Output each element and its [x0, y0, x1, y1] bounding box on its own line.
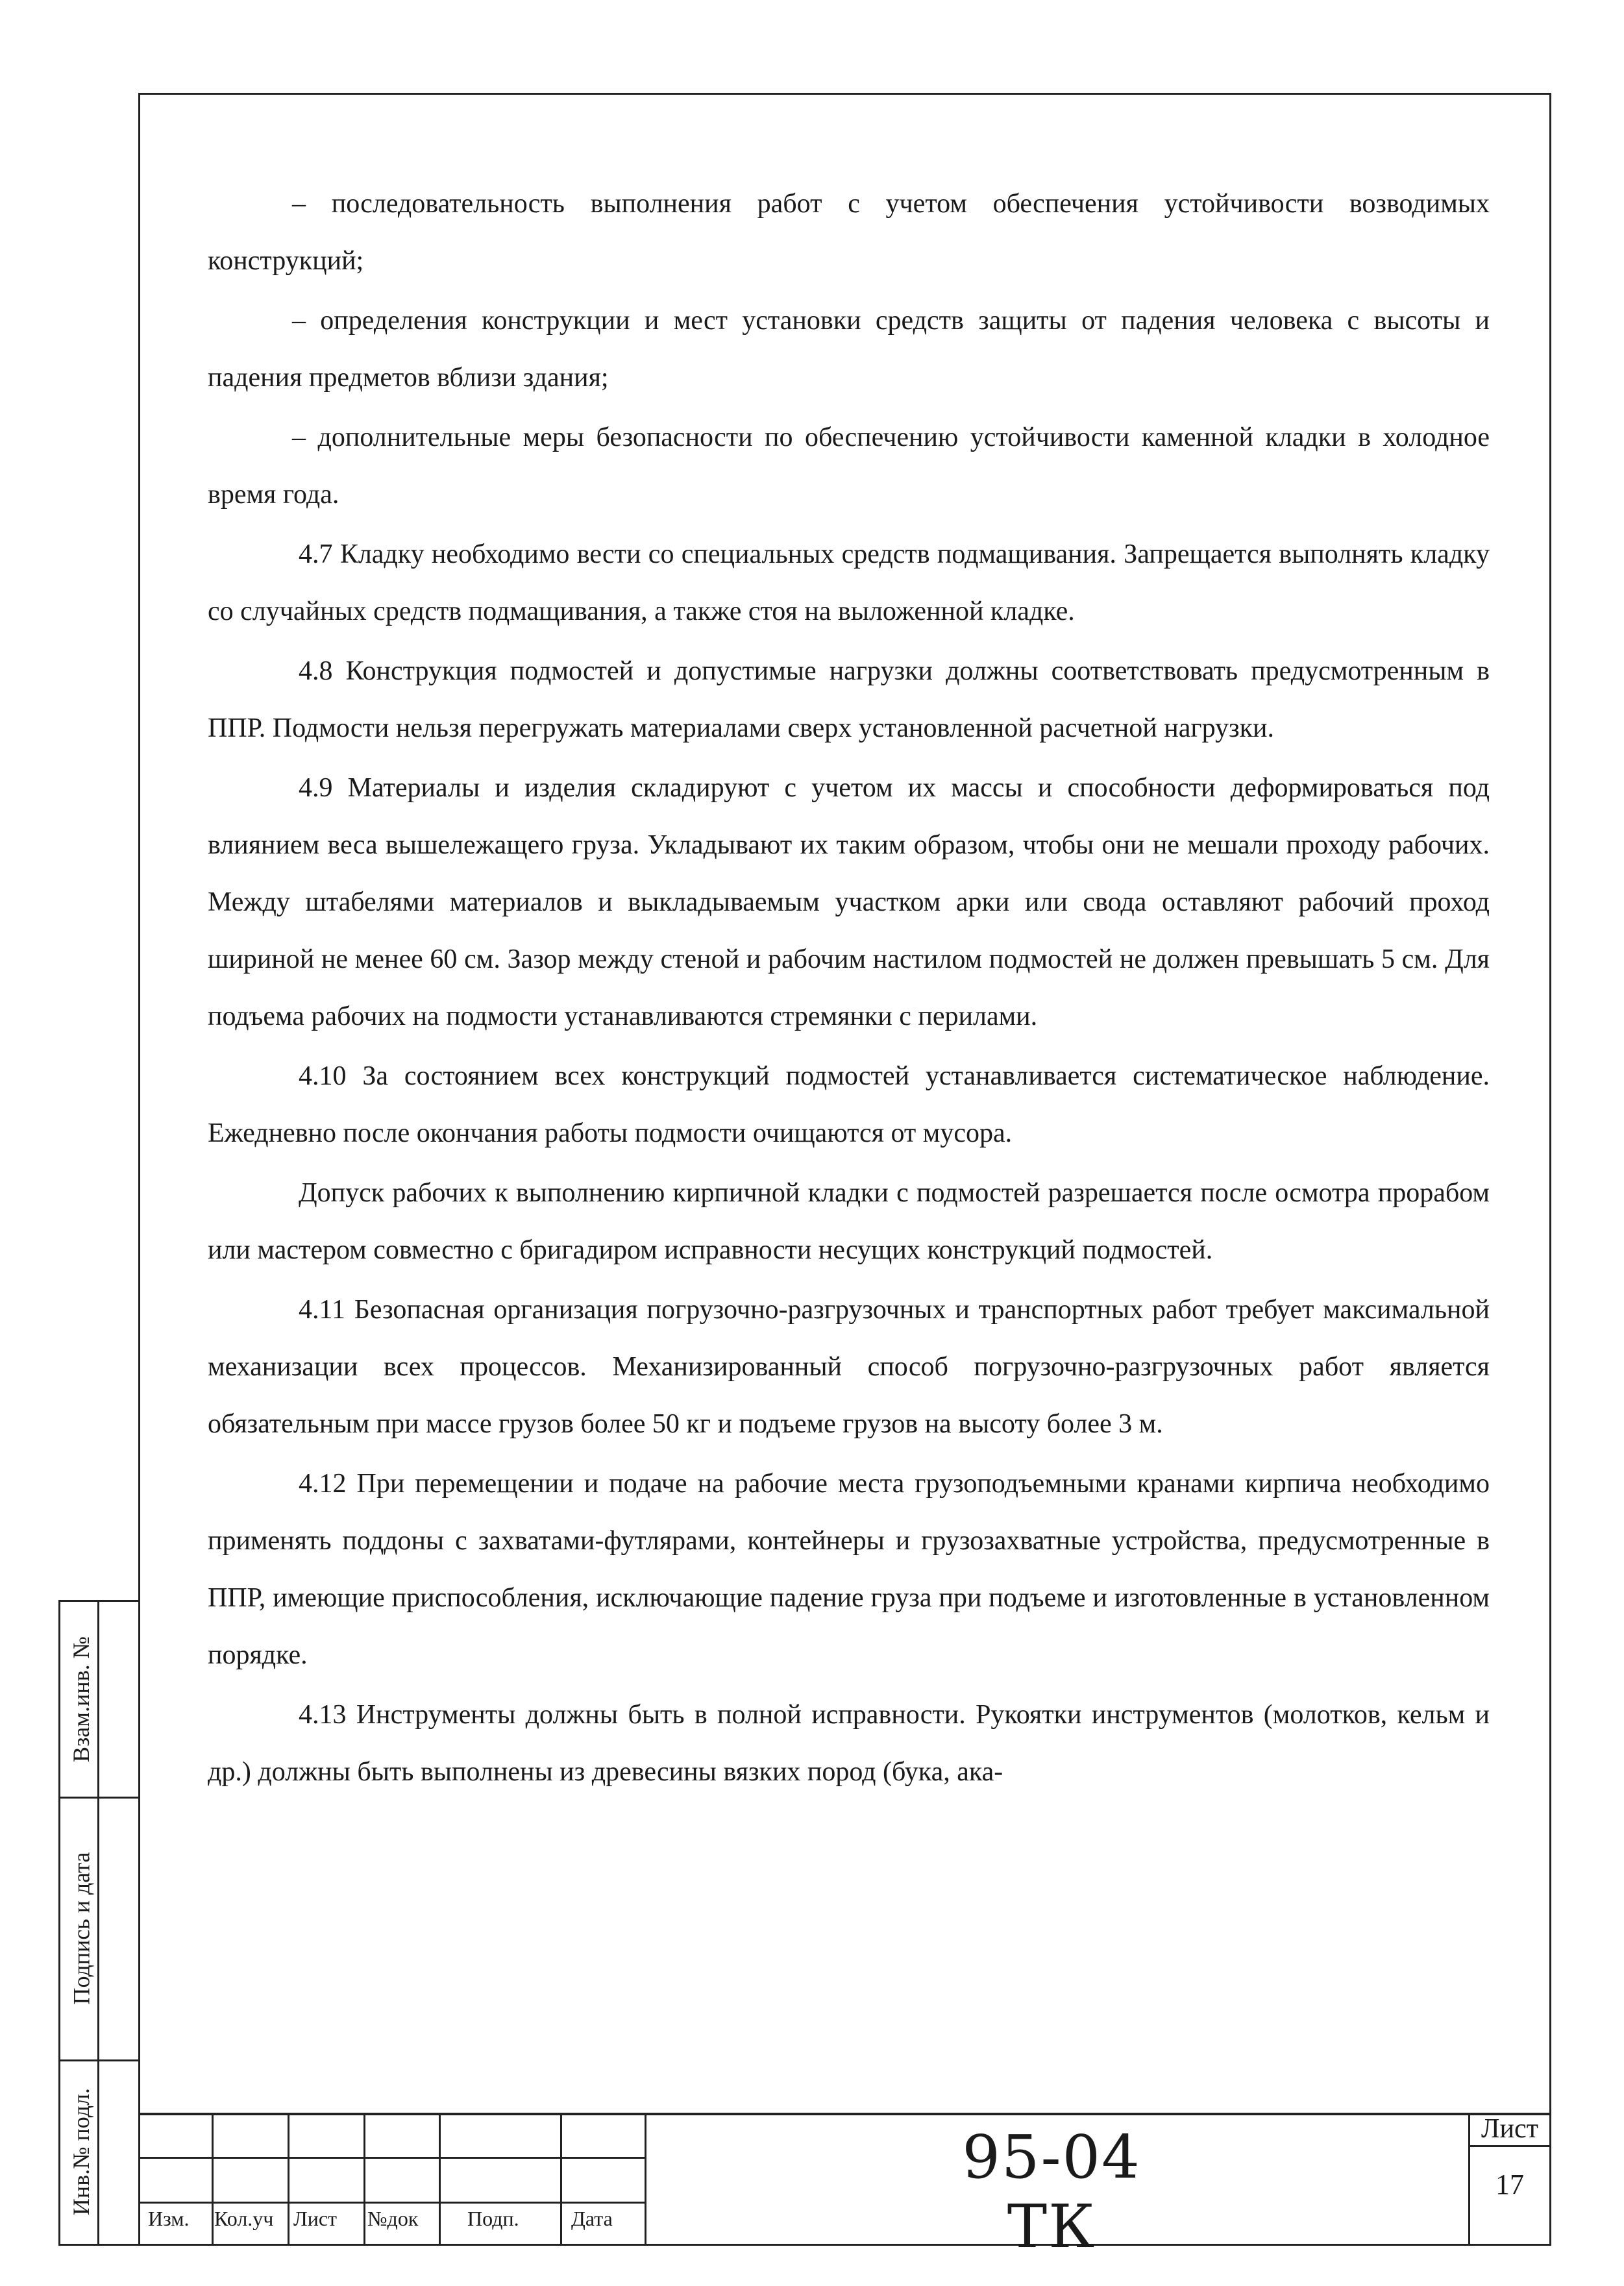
paragraph-4-12: 4.12 При перемещении и подаче на рабочие места грузоподъемными кранами кирпича необходимо применять поддоны с захватами-футлярами, контейнеры и грузозахватные устройства, предусмотренные в ППР, имеющие приспособления, исключающие падение груза при подъеме и изготовленные в установленном порядке.: [208, 1469, 1490, 1670]
side-label-vzam: Взам.инв. №: [68, 1636, 94, 1762]
grid-col-5: [560, 2113, 562, 2246]
header-kol-uch: Кол.уч: [214, 2207, 274, 2230]
side-stamp-strip: [58, 1600, 140, 2246]
grid-col-6: [645, 2113, 646, 2246]
document-code: 95-04 ТК: [962, 2122, 1141, 2261]
grid-col-3: [363, 2113, 365, 2246]
paragraph-4-9: 4.9 Материалы и изделия складируют с учетом их массы и способности деформироваться под влиянием веса вышележащего груза. Укладывают их таким образом, чтобы они не мешали проходу рабочих. Между штабелями материалов и выкладываемым участком арки или свода оставляют рабочий проход шириной не менее 60 см. Зазор между стеной и рабочим настилом подмостей не должен превышать 5 см. Для подъема рабочих на подмости устанавливаются стремянки с перилами.: [208, 773, 1490, 1031]
side-label-inv: Инв.№ подл.: [68, 2087, 94, 2216]
title-block: [138, 2113, 1551, 2246]
header-list: Лист: [293, 2207, 338, 2230]
paragraph-4-13: 4.13 Инструменты должны быть в полной исправности. Рукоятки инструментов (молотков, кельм и др.) должны быть выполнены из древесины вязких пород (бука, ака-: [208, 1700, 1490, 1787]
document-body: [208, 175, 1490, 1801]
header-podp: Подп.: [467, 2207, 519, 2230]
header-data: Дата: [571, 2207, 613, 2230]
header-izm: Изм.: [148, 2207, 190, 2230]
grid-row-2: [138, 2202, 645, 2204]
sheet-number: 17: [1495, 2169, 1524, 2200]
header-ndok: №док: [367, 2207, 419, 2230]
side-label-podpis: Подпись и дата: [68, 1852, 95, 2004]
paragraph-4-7: 4.7 Кладку необходимо вести со специальных средств подмащивания. Запрещается выполнять кладку со случайных средств подмащивания, а также стоя на выложенной кладке.: [208, 539, 1490, 626]
paragraph-4-8: 4.8 Конструкция подмостей и допустимые нагрузки должны соответствовать предусмотренным в ППР. Подмости нельзя перегружать материалами сверх установленной расчетной нагрузки.: [208, 656, 1490, 743]
paragraph-dash-2: – определения конструкции и мест установки средств защиты от падения человека с высоты и падения предметов вблизи здания;: [208, 306, 1490, 393]
paragraph-4-10: 4.10 За состоянием всех конструкций подмостей устанавливается систематическое наблюдение. Ежедневно после окончания работы подмости очищаются от мусора.: [208, 1061, 1490, 1148]
sheet-label: Лист: [1481, 2114, 1538, 2144]
paragraph-dash-1: – последовательность выполнения работ с учетом обеспечения устойчивости возводимых конструкций;: [208, 189, 1490, 276]
paragraph-dopusk: Допуск рабочих к выполнению кирпичной кладки с подмостей разрешается после осмотра прорабом или мастером совместно с бригадиром исправности несущих конструкций подмостей.: [208, 1178, 1490, 1265]
paragraph-dash-3: – дополнительные меры безопасности по обеспечению устойчивости каменной кладки в холодное время года.: [208, 423, 1490, 510]
grid-col-4: [439, 2113, 441, 2246]
paragraph-4-11: 4.11 Безопасная организация погрузочно-разгрузочных и транспортных работ требует максимальной механизации всех процессов. Механизированный способ погрузочно-разгрузочных работ является обязательным при массе грузов более 50 кг и подъеме грузов на высоту более 3 м.: [208, 1295, 1490, 1439]
grid-row-1: [138, 2157, 645, 2159]
grid-col-1: [212, 2113, 214, 2246]
grid-col-2: [288, 2113, 289, 2246]
sheet-divider: [1468, 2145, 1551, 2147]
